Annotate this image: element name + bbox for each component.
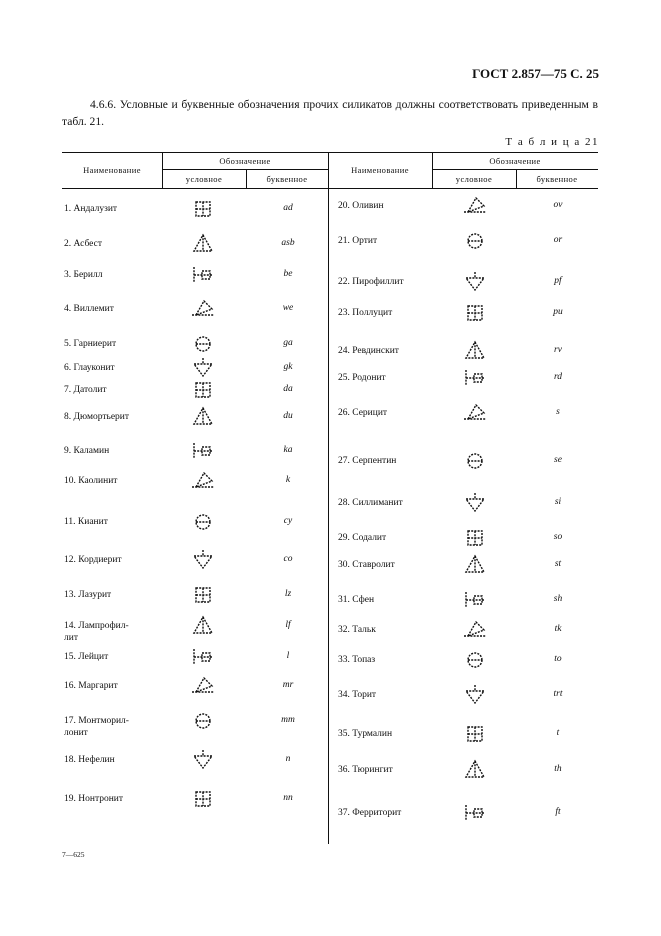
mineral-letter-code: tk: [554, 624, 562, 634]
mineral-name: 14. Лампрофил- лит: [64, 621, 129, 643]
col-designation-header-right: Обозначение: [489, 156, 541, 166]
mineral-letter-code: pu: [553, 307, 563, 317]
mineral-symbol-icon: [190, 748, 220, 777]
mineral-letter-code: asb: [281, 238, 295, 248]
mineral-letter-code: ov: [553, 200, 563, 210]
mineral-symbol-icon: [190, 548, 220, 577]
mineral-letter-code: gk: [283, 362, 293, 372]
col-conventional-header-right: условное: [455, 174, 493, 184]
mineral-letter-code: ka: [283, 445, 293, 455]
mineral-letter-code: pf: [554, 276, 562, 286]
mineral-symbol-icon: [190, 232, 220, 261]
mineral-name: 25. Родонит: [338, 373, 386, 383]
mineral-letter-code: lf: [285, 620, 291, 630]
mineral-symbol-icon: [462, 722, 492, 751]
mineral-name: 24. Ревдинскит: [338, 346, 399, 356]
mineral-symbol-icon: [190, 469, 220, 498]
mineral-name: 21. Ортит: [338, 236, 378, 246]
mineral-letter-code: l: [286, 651, 290, 661]
mineral-name: 30. Ставролит: [338, 560, 395, 570]
mineral-symbol-icon: [462, 229, 492, 258]
mineral-symbol-icon: [462, 194, 492, 223]
col-name-header-right: Наименование: [351, 165, 409, 175]
mineral-name: 2. Асбест: [64, 239, 102, 249]
mineral-symbol-icon: [190, 709, 220, 738]
page-header: ГОСТ 2.857—75 С. 25: [472, 66, 599, 81]
mineral-letter-code: be: [283, 269, 293, 279]
mineral-name: 10. Каолинит: [64, 476, 118, 486]
mineral-symbol-icon: [190, 787, 220, 816]
mineral-name: 18. Нефелин: [64, 755, 115, 765]
mineral-symbol-icon: [190, 297, 220, 326]
mineral-name: 3. Берилл: [64, 270, 103, 280]
mineral-symbol-icon: [462, 270, 492, 299]
mineral-symbol-icon: [462, 758, 492, 787]
mineral-letter-code: th: [554, 764, 562, 774]
mineral-symbol-icon: [190, 197, 220, 226]
mineral-symbol-icon: [462, 339, 492, 368]
mineral-symbol-icon: [462, 491, 492, 520]
mineral-name: 28. Силлиманит: [338, 498, 403, 508]
mineral-name: 15. Лейцит: [64, 652, 109, 662]
mineral-name: 6. Глауконит: [64, 363, 115, 373]
mineral-letter-code: nn: [283, 793, 293, 803]
mineral-name: 31. Сфен: [338, 595, 375, 605]
mineral-symbol-icon: [190, 263, 220, 292]
mineral-symbol-icon: [462, 588, 492, 617]
mineral-symbol-icon: [190, 510, 220, 539]
mineral-name: 4. Виллемит: [64, 304, 114, 314]
mineral-letter-code: mm: [281, 715, 295, 725]
intro-paragraph: 4.6.6. Условные и буквенные обозначения прочих силикатов должны соответствовать приведенным в табл. 21.: [62, 98, 598, 128]
mineral-symbol-icon: [462, 801, 492, 830]
mineral-name: 26. Серицит: [338, 408, 388, 418]
mineral-letter-code: n: [285, 754, 291, 764]
mineral-letter-code: se: [554, 455, 562, 465]
mineral-name: 20. Оливин: [338, 201, 384, 211]
mineral-letter-code: lz: [284, 589, 292, 599]
mineral-name: 33. Топаз: [338, 655, 376, 665]
col-conventional-header: условное: [185, 174, 223, 184]
mineral-name: 23. Поллуцит: [338, 308, 393, 318]
mineral-symbol-icon: [190, 378, 220, 407]
mineral-letter-code: ad: [283, 203, 293, 213]
mineral-name: 29. Содалит: [338, 533, 387, 543]
page-footer: 7—625: [62, 850, 85, 859]
mineral-name: 22. Пирофиллит: [338, 277, 404, 287]
mineral-letter-code: da: [283, 384, 293, 394]
mineral-letter-code: to: [554, 654, 562, 664]
mineral-letter-code: t: [556, 728, 560, 738]
mineral-letter-code: k: [285, 475, 291, 485]
minerals-table: [62, 152, 598, 844]
mineral-name: 34. Торит: [338, 690, 377, 700]
mineral-name: 9. Каламин: [64, 446, 110, 456]
mineral-letter-code: mr: [282, 680, 294, 690]
mineral-name: 35. Турмалин: [338, 729, 393, 739]
col-letter-header: буквенное: [266, 174, 308, 184]
mineral-symbol-icon: [190, 645, 220, 674]
mineral-symbol-icon: [462, 553, 492, 582]
mineral-letter-code: s: [556, 407, 560, 417]
mineral-letter-code: ga: [283, 338, 293, 348]
mineral-name: 8. Дюмортьерит: [64, 412, 130, 422]
mineral-name: 16. Маргарит: [64, 681, 118, 691]
mineral-symbol-icon: [462, 366, 492, 395]
mineral-name: 27. Серпентин: [338, 456, 397, 466]
mineral-name: 1. Андалузит: [64, 204, 118, 214]
mineral-symbol-icon: [462, 683, 492, 712]
mineral-symbol-icon: [462, 449, 492, 478]
mineral-letter-code: si: [554, 497, 562, 507]
mineral-symbol-icon: [462, 301, 492, 330]
col-designation-header: Обозначение: [219, 156, 271, 166]
mineral-letter-code: cy: [283, 516, 293, 526]
mineral-symbol-icon: [462, 401, 492, 430]
mineral-letter-code: trt: [553, 689, 563, 699]
mineral-symbol-icon: [462, 526, 492, 555]
mineral-letter-code: or: [553, 235, 563, 245]
mineral-symbol-icon: [190, 405, 220, 434]
mineral-letter-code: we: [282, 303, 294, 313]
col-letter-header-right: буквенное: [536, 174, 578, 184]
mineral-letter-code: sh: [553, 594, 563, 604]
mineral-name: 12. Кордиерит: [64, 555, 122, 565]
mineral-name: 32. Тальк: [338, 625, 376, 635]
mineral-name: 13. Лазурит: [64, 590, 112, 600]
mineral-letter-code: rd: [553, 372, 563, 382]
mineral-name: 5. Гарниерит: [64, 339, 117, 349]
mineral-letter-code: so: [553, 532, 563, 542]
mineral-symbol-icon: [462, 618, 492, 647]
mineral-name: 17. Монтморил- лонит: [64, 716, 129, 738]
mineral-name: 11. Кианит: [64, 517, 108, 527]
mineral-name: 36. Тюрингит: [338, 765, 393, 775]
mineral-symbol-icon: [190, 674, 220, 703]
mineral-letter-code: co: [283, 554, 293, 564]
mineral-letter-code: ft: [555, 807, 561, 817]
mineral-name: 7. Датолит: [64, 385, 107, 395]
mineral-letter-code: rv: [554, 345, 562, 355]
mineral-symbol-icon: [462, 648, 492, 677]
mineral-letter-code: st: [554, 559, 562, 569]
table-caption: Т а б л и ц а 21: [505, 136, 599, 148]
mineral-letter-code: du: [283, 411, 293, 421]
mineral-symbol-icon: [190, 439, 220, 468]
mineral-symbol-icon: [190, 614, 220, 643]
mineral-name: 37. Ферриторит: [338, 808, 402, 818]
mineral-name: 19. Нонтронит: [64, 794, 124, 804]
mineral-symbol-icon: [190, 583, 220, 612]
col-name-header: Наименование: [83, 165, 141, 175]
